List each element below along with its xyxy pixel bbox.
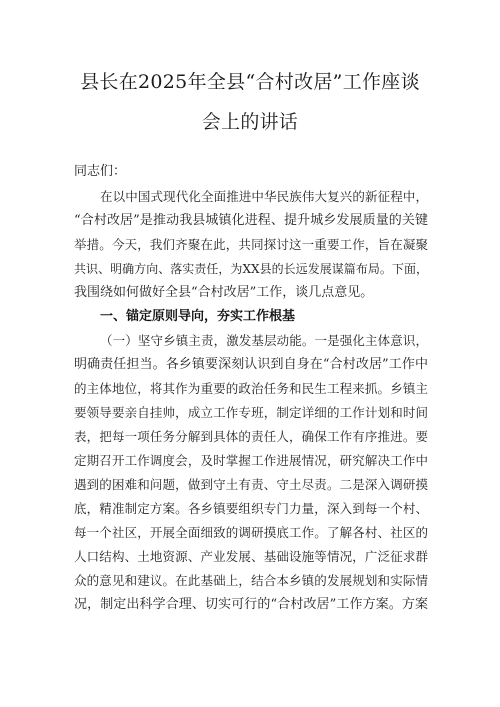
body-line: （一）坚守乡镇主责，激发基层动能。一是强化主体意识，	[100, 333, 428, 348]
intro-line: 共识、明确方向、落实责任，为XX县的长远发展谋篇布局。下面，	[74, 262, 428, 276]
body-line: 遇到的困难和问题，做到守土有责、守土尽责。二是深入调研摸	[74, 477, 428, 492]
intro-line: 举措。今天，我们齐聚在此，共同探讨这一重要工作，旨在凝聚	[74, 237, 428, 252]
body-line: 人口结构、土地资源、产业发展、基础设施等情况，广泛征求群	[74, 549, 428, 564]
intro-line: 我围绕如何做好全县“合村改居”工作，谈几点意见。	[74, 285, 374, 300]
intro-line: “合村改居”是推动我县城镇化进程、提升城乡发展质量的关键	[74, 213, 428, 228]
body-line: 每一个社区，开展全面细致的调研摸底工作。了解各村、社区的	[74, 525, 428, 540]
body-line: 况，制定出科学合理、切实可行的“合村改居”工作方案。方案	[74, 597, 428, 612]
body-line: 的主体地位，将其作为重要的政治任务和民生工程来抓。乡镇主	[74, 381, 428, 396]
document-title-line-1: 县长在2025年全县“合村改居”工作座谈	[80, 71, 420, 93]
salutation: 同志们：	[74, 164, 127, 179]
body-line: 表，把每一项任务分解到具体的责任人，确保工作有序推进。要	[74, 429, 428, 444]
body-line: 要领导要亲自挂帅，成立工作专班，制定详细的工作计划和时间	[74, 405, 428, 420]
body-line: 定期召开工作调度会，及时掌握工作进展情况，研究解决工作中	[74, 453, 428, 468]
body-line: 众的意见和建议。在此基础上，结合本乡镇的发展规划和实际情	[74, 573, 428, 588]
section-heading: 一、锚定原则导向，夯实工作根基	[100, 309, 296, 324]
intro-line: 在以中国式现代化全面推进中华民族伟大复兴的新征程中，	[100, 189, 428, 204]
body-line: 底，精准制定方案。各乡镇要组织专门力量，深入到每一个村、	[74, 501, 428, 516]
body-line: 明确责任担当。各乡镇要深刻认识到自身在“合村改居”工作中	[74, 357, 428, 372]
document-title-line-2: 会上的讲话	[201, 111, 299, 133]
